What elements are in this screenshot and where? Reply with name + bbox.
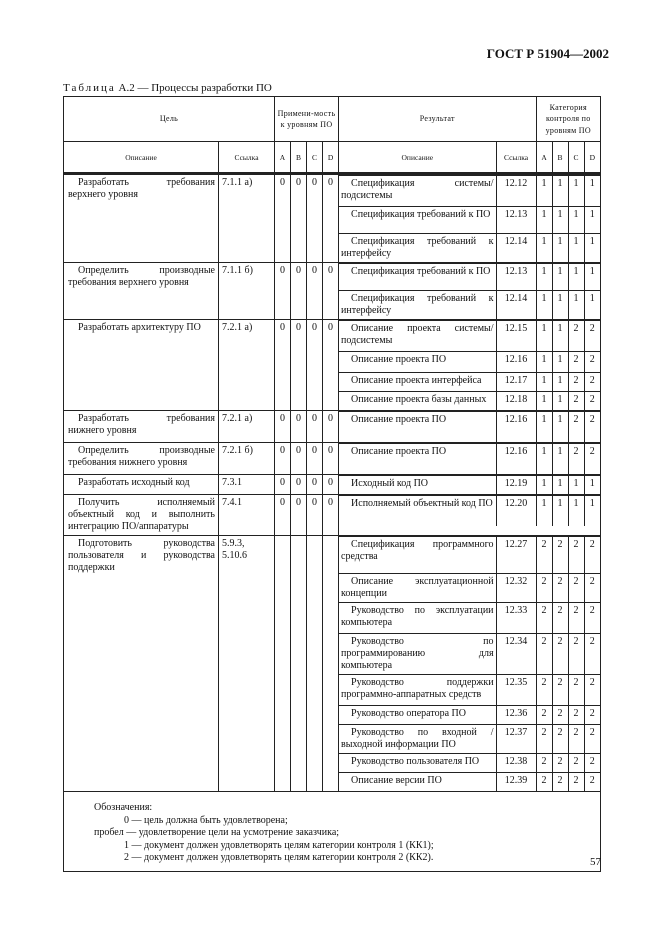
category-a: 2 [536, 754, 552, 773]
applicability-b: 0 [291, 495, 307, 536]
category-d: 2 [584, 352, 600, 373]
result-reference: 12.13 [496, 264, 536, 291]
result-reference: 12.16 [496, 444, 536, 475]
category-c: 2 [568, 321, 584, 352]
goal-reference: 7.3.1 [219, 475, 275, 495]
result-reference: 12.32 [496, 574, 536, 603]
goal-reference: 7.1.1 б) [219, 263, 275, 320]
category-a: 2 [536, 537, 552, 574]
result-row [339, 352, 600, 373]
results-cell [339, 495, 601, 536]
result-row [339, 603, 600, 634]
table-label: Таблица [63, 82, 116, 94]
category-a: 1 [536, 207, 552, 234]
applicability-c: 0 [307, 475, 323, 495]
result-row [339, 496, 600, 527]
result-row [339, 773, 600, 792]
applicability-b: 0 [291, 320, 307, 411]
goal-row [64, 320, 601, 411]
category-b: 1 [552, 444, 568, 475]
processes-table [63, 96, 601, 872]
result-description: Руководство оператора ПО [339, 706, 496, 725]
applicability-c [307, 536, 323, 792]
applicability-c: 0 [307, 443, 323, 475]
goal-header: Цель [64, 97, 275, 142]
result-description: Описание проекта ПО [339, 444, 496, 475]
category-d: 2 [584, 634, 600, 675]
category-a: 1 [536, 291, 552, 320]
result-description-header: Описание [339, 142, 496, 172]
result-reference: 12.36 [496, 706, 536, 725]
result-reference: 12.39 [496, 773, 536, 792]
category-d: 2 [584, 412, 600, 443]
note-line: 1 — документ должен удовлетворять целям категории контроля 1 (КК1); [124, 839, 434, 851]
subheader-row [64, 142, 601, 173]
applicability-b: 0 [291, 475, 307, 495]
results-cell [339, 263, 601, 320]
result-reference: 12.37 [496, 725, 536, 754]
app-level-d: D [323, 142, 339, 173]
applicability-b [291, 536, 307, 792]
category-a: 1 [536, 392, 552, 411]
category-d: 1 [584, 476, 600, 495]
result-row [339, 574, 600, 603]
category-b: 2 [552, 675, 568, 706]
result-row [339, 444, 600, 475]
category-a: 2 [536, 574, 552, 603]
category-c: 2 [568, 706, 584, 725]
result-header: Результат [339, 97, 536, 141]
results-table [339, 411, 600, 442]
results-table [339, 536, 600, 791]
result-description: Руководство по входной / выходной информации ПО [339, 725, 496, 754]
cat-level-d: D [589, 152, 595, 162]
header-row [64, 97, 601, 142]
category-d: 1 [584, 264, 600, 291]
applicability-a: 0 [275, 263, 291, 320]
category-c: 1 [568, 207, 584, 234]
category-c: 2 [568, 444, 584, 475]
category-c: 1 [568, 476, 584, 495]
result-description: Исходный код ПО [339, 476, 496, 495]
result-row [339, 634, 600, 675]
goal-row [64, 536, 601, 792]
category-c: 2 [568, 373, 584, 392]
category-a: 1 [536, 176, 552, 207]
result-description: Спецификация требований к интерфейсу [339, 234, 496, 263]
category-c: 1 [568, 496, 584, 527]
page-number: 57 [590, 856, 601, 868]
category-b: 2 [552, 706, 568, 725]
applicability-c: 0 [307, 263, 323, 320]
results-table [339, 263, 600, 319]
category-b: 1 [552, 207, 568, 234]
notes-cell [64, 792, 601, 872]
category-d: 1 [584, 207, 600, 234]
category-d: 2 [584, 574, 600, 603]
category-c: 1 [568, 264, 584, 291]
goal-reference: 7.2.1 а) [219, 411, 275, 443]
result-reference: 12.12 [496, 176, 536, 207]
result-row [339, 234, 600, 263]
app-level-b: B [291, 142, 307, 173]
applicability-a: 0 [275, 174, 291, 263]
results-cell [339, 536, 601, 792]
result-description: Руководство поддержки программно-аппаратных средств [339, 675, 496, 706]
category-c: 2 [568, 603, 584, 634]
results-cell [339, 443, 601, 475]
goal-reference: 7.2.1 а) [219, 320, 275, 411]
goal-description: Определить производные требования нижнего уровня [64, 443, 219, 475]
category-a: 2 [536, 634, 552, 675]
result-row [339, 412, 600, 443]
result-reference: 12.16 [496, 352, 536, 373]
category-c: 2 [568, 773, 584, 792]
applicability-c: 0 [307, 495, 323, 536]
goal-row [64, 174, 601, 263]
applicability-c: 0 [307, 411, 323, 443]
applicability-a: 0 [275, 320, 291, 411]
result-row [339, 476, 600, 495]
category-b: 1 [552, 392, 568, 411]
category-d: 1 [584, 176, 600, 207]
category-header: Категория контроля по уровням ПО [545, 103, 591, 135]
category-b: 2 [552, 634, 568, 675]
category-a: 1 [536, 373, 552, 392]
category-c: 2 [568, 675, 584, 706]
result-description: Спецификация требований к ПО [339, 264, 496, 291]
category-d: 2 [584, 754, 600, 773]
result-description: Описание проекта интерфейса [339, 373, 496, 392]
result-reference: 12.38 [496, 754, 536, 773]
category-c: 2 [568, 352, 584, 373]
goal-description: Разработать архитектуру ПО [64, 320, 219, 411]
result-description: Руководство пользователя ПО [339, 754, 496, 773]
goal-description: Разработать требования верхнего уровня [64, 174, 219, 263]
category-b: 1 [552, 234, 568, 263]
category-d: 2 [584, 675, 600, 706]
category-a: 2 [536, 675, 552, 706]
results-table [339, 175, 600, 262]
category-d: 2 [584, 603, 600, 634]
goal-row [64, 443, 601, 475]
applicability-b: 0 [291, 263, 307, 320]
category-a: 2 [536, 706, 552, 725]
table-body [64, 174, 601, 792]
applicability-d: 0 [323, 174, 339, 263]
goal-reference: 7.2.1 б) [219, 443, 275, 475]
result-description: Спецификация требований к интерфейсу [339, 291, 496, 320]
result-header-cell [339, 97, 601, 142]
result-row [339, 373, 600, 392]
result-description: Руководство по эксплуатации компьютера [339, 603, 496, 634]
goal-row [64, 495, 601, 536]
result-row [339, 706, 600, 725]
results-table [339, 443, 600, 474]
category-d: 2 [584, 773, 600, 792]
goal-reference: 7.4.1 [219, 495, 275, 536]
goal-description: Подготовить руководства пользователя и руководства поддержки [64, 536, 219, 792]
cat-level-a: A [536, 142, 552, 172]
applicability-a: 0 [275, 443, 291, 475]
applicability-d: 0 [323, 263, 339, 320]
category-c: 2 [568, 392, 584, 411]
goal-description-header: Описание [64, 142, 219, 173]
result-row [339, 176, 600, 207]
result-description: Исполняемый объектный код ПО [339, 496, 496, 527]
applicability-d: 0 [323, 495, 339, 536]
applicability-c: 0 [307, 320, 323, 411]
result-reference: 12.35 [496, 675, 536, 706]
result-description: Описание эксплуатационной концепции [339, 574, 496, 603]
result-row [339, 675, 600, 706]
notes-row [64, 792, 601, 872]
category-a: 2 [536, 725, 552, 754]
category-c: 2 [568, 537, 584, 574]
category-a: 1 [536, 352, 552, 373]
result-reference-header: Ссылка [496, 142, 536, 172]
applicability-b: 0 [291, 174, 307, 263]
results-table [339, 495, 600, 526]
category-b: 1 [552, 476, 568, 495]
category-d: 1 [584, 291, 600, 320]
result-reference: 12.13 [496, 207, 536, 234]
applicability-d: 0 [323, 475, 339, 495]
note-line: 2 — документ должен удовлетворять целям категории контроля 2 (КК2). [124, 852, 434, 863]
result-description: Спецификация программного средства [339, 537, 496, 574]
result-reference: 12.33 [496, 603, 536, 634]
category-d: 2 [584, 444, 600, 475]
applicability-d [323, 536, 339, 792]
results-table [339, 475, 600, 494]
category-d: 2 [584, 537, 600, 574]
category-a: 1 [536, 412, 552, 443]
category-c: 2 [568, 574, 584, 603]
category-d: 2 [584, 321, 600, 352]
category-b: 1 [552, 321, 568, 352]
table-title: А.2 — Процессы разработки ПО [118, 82, 272, 94]
category-b: 2 [552, 537, 568, 574]
results-table [339, 320, 600, 410]
category-d: 2 [584, 392, 600, 411]
result-description: Руководство по программированию для компьютера [339, 634, 496, 675]
note-line: 0 — цель должна быть удовлетворена; [124, 814, 288, 826]
applicability-d: 0 [323, 443, 339, 475]
category-a: 1 [536, 496, 552, 527]
category-c: 2 [568, 754, 584, 773]
category-c: 2 [568, 412, 584, 443]
result-description: Описание проекта ПО [339, 352, 496, 373]
note-line: пробел — удовлетворение цели на усмотрение заказчика; [94, 827, 340, 838]
goal-row [64, 263, 601, 320]
notes-title: Обозначения: [94, 802, 153, 813]
category-c: 1 [568, 291, 584, 320]
goal-reference: 5.9.3, 5.10.6 [219, 536, 275, 792]
category-a: 1 [536, 321, 552, 352]
category-b: 2 [552, 773, 568, 792]
category-b: 2 [552, 754, 568, 773]
app-level-a: A [275, 142, 291, 173]
result-description: Описание проекта системы/подсистемы [339, 321, 496, 352]
result-reference: 12.14 [496, 234, 536, 263]
result-row [339, 291, 600, 320]
category-c: 2 [568, 725, 584, 754]
result-reference: 12.18 [496, 392, 536, 411]
category-b: 1 [552, 496, 568, 527]
results-cell [339, 475, 601, 495]
goal-reference: 7.1.1 а) [219, 174, 275, 263]
table-caption [63, 82, 272, 94]
result-reference: 12.17 [496, 373, 536, 392]
category-b: 1 [552, 412, 568, 443]
applicability-header: Примени-мость к уровням ПО [275, 97, 339, 142]
applicability-d: 0 [323, 320, 339, 411]
result-row [339, 392, 600, 411]
document-header: ГОСТ Р 51904—2002 [486, 46, 609, 61]
category-b: 2 [552, 603, 568, 634]
result-reference: 12.34 [496, 634, 536, 675]
applicability-a: 0 [275, 495, 291, 536]
category-d: 2 [584, 706, 600, 725]
category-a: 1 [536, 264, 552, 291]
goal-description: Разработать исходный код [64, 475, 219, 495]
category-c: 1 [568, 234, 584, 263]
cat-level-c: C [568, 142, 584, 172]
category-b: 1 [552, 264, 568, 291]
result-subheader-cell [339, 142, 601, 173]
applicability-a: 0 [275, 475, 291, 495]
result-description: Спецификация системы/подсистемы [339, 176, 496, 207]
result-row [339, 754, 600, 773]
category-a: 2 [536, 773, 552, 792]
applicability-c: 0 [307, 174, 323, 263]
result-description: Описание проекта ПО [339, 412, 496, 443]
result-reference: 12.16 [496, 412, 536, 443]
result-reference: 12.20 [496, 496, 536, 527]
category-b: 2 [552, 725, 568, 754]
applicability-b: 0 [291, 443, 307, 475]
category-d: 2 [584, 725, 600, 754]
category-c: 1 [568, 176, 584, 207]
app-level-c: C [307, 142, 323, 173]
result-reference: 12.27 [496, 537, 536, 574]
cat-level-b: B [552, 142, 568, 172]
goal-row [64, 475, 601, 495]
goal-description: Определить производные требования верхнего уровня [64, 263, 219, 320]
category-a: 1 [536, 476, 552, 495]
category-b: 1 [552, 176, 568, 207]
result-description: Описание версии ПО [339, 773, 496, 792]
category-c: 2 [568, 634, 584, 675]
result-description: Описание проекта базы данных [339, 392, 496, 411]
result-reference: 12.19 [496, 476, 536, 495]
result-row [339, 207, 600, 234]
applicability-b: 0 [291, 411, 307, 443]
applicability-d: 0 [323, 411, 339, 443]
results-cell [339, 320, 601, 411]
goal-row [64, 411, 601, 443]
results-cell [339, 174, 601, 263]
category-d: 1 [584, 496, 600, 527]
result-row [339, 264, 600, 291]
result-row [339, 725, 600, 754]
applicability-a: 0 [275, 411, 291, 443]
result-row [339, 537, 600, 574]
result-reference: 12.15 [496, 321, 536, 352]
result-reference: 12.14 [496, 291, 536, 320]
goal-reference-header: Ссылка [219, 142, 275, 173]
result-description: Спецификация требований к ПО [339, 207, 496, 234]
category-d: 2 [584, 373, 600, 392]
goal-description: Разработать требования нижнего уровня [64, 411, 219, 443]
category-b: 1 [552, 352, 568, 373]
goal-description: Получить исполняемый объектный код и выполнить интеграцию ПО/аппаратуры [64, 495, 219, 536]
result-row [339, 321, 600, 352]
category-d: 1 [584, 234, 600, 263]
applicability-a [275, 536, 291, 792]
category-b: 2 [552, 574, 568, 603]
category-b: 1 [552, 373, 568, 392]
category-a: 1 [536, 234, 552, 263]
category-a: 1 [536, 444, 552, 475]
category-a: 2 [536, 603, 552, 634]
results-cell [339, 411, 601, 443]
category-b: 1 [552, 291, 568, 320]
